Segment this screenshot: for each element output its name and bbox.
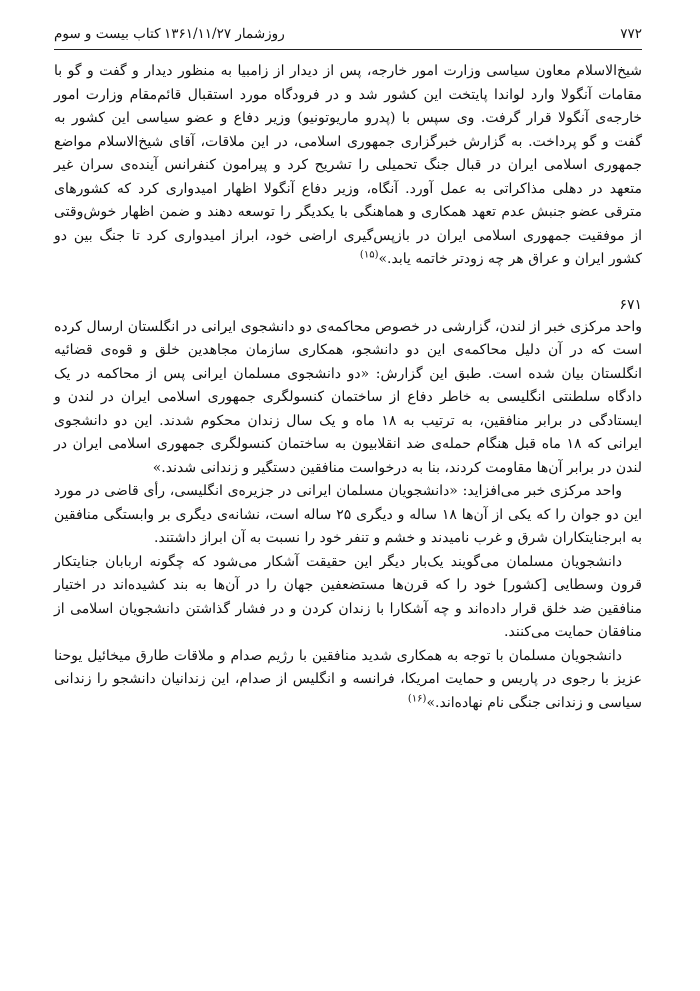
paragraph-top-1 xyxy=(54,60,642,272)
date-line: روزشمار ۱۳۶۱/۱۱/۲۷ xyxy=(164,26,285,42)
paragraph-text: واحد مرکزی خبر از لندن، گزارشی در خصوص محاکمه‌ی دو دانشجوی ایرانی در انگلستان ارسال کرده است که در آن دلیل محاکمه‌ی این دو دانشجو، همکاری سازمان مجاهدین خلق و قوه‌ی قضائیه انگلستان بیان شده است. طبق این گزارش: «دو دانشجوی مسلمان ایرانی پس از محاکمه در یک دادگاه سلطنتی انگلیسی به خاطر دفاع از ساختمان کنسولگری جمهوری اسلامی ایران در لندن و ایستادگی در برابر منافقین، به ترتیب به ۱۸ ماه و یک سال زندان محکوم شدند. این دو دانشجوی ایرانی که ۱۸ ماه قبل هنگام حمله‌ی ضد انقلابیون به ساختمان کنسولگری جمهوری اسلامی ایران در لندن در برابر آن‌ها مقاومت کردند، بنا به درخواست منافقین دستگیر و زندانی شدند.» xyxy=(54,318,642,476)
paragraph-2 xyxy=(54,480,642,551)
footnote-marker: (۱۵) xyxy=(359,249,379,261)
header-rule xyxy=(54,49,642,50)
running-header xyxy=(54,22,642,46)
paragraph-text: دانشجویان مسلمان می‌گویند یک‌بار دیگر این حقیقت آشکار می‌شود که چگونه اربابان جنایتکار قرون وسطایی [کشور] خود را که قرن‌ها مستضعفین جهان را در آن‌ها به بند کشیده‌اند در اختیار منافقین ضد خلق قرار داده‌اند و چه آشکارا با زندان کردن و در فشار گذاشتن دانشجویان اسلامی از منافقان حمایت می‌کنند. xyxy=(54,553,642,640)
paragraph-4 xyxy=(54,645,642,716)
paragraph-3 xyxy=(54,551,642,645)
paragraph-text: دانشجویان مسلمان با توجه به همکاری شدید منافقین با رژیم صدام و ملاقات طارق میخائیل یوحنا عزیز با رجوی در پاریس و حمایت امریکا، فرانسه و انگلیس از صدام، این زندانیان دانشجو را زندانی سیاسی و زندانی جنگی نام نهاده‌اند.» xyxy=(54,647,642,711)
book-title: کتاب بیست و سوم xyxy=(54,26,161,42)
paragraph-1 xyxy=(54,316,642,481)
section-spacer xyxy=(54,272,642,294)
paragraph-text: شیخ‌الاسلام معاون سیاسی وزارت امور خارجه، پس از دیدار از زامبیا به منظور دیدار و گفت و گو با مقامات آنگولا وارد لواندا پایتخت این کشور شد و در فرودگاه مورد استقبال قائم‌مقام وزارت امور خارجه‌ی آنگولا قرار گرفت. وی سپس با (پدرو ماریوتونیو) وزیر دفاع و عضو سیاسی این کشور به گفت و گو پرداخت. به گزارش خبرگزاری جمهوری اسلامی، در این ملاقات، آقای شیخ‌الاسلام مواضع جمهوری اسلامی ایران در قبال جنگ تحمیلی را تشریح کرد و پیرامون کنفرانس آینده‌ی سران غیر متعهد در دهلی مذاکراتی به عمل آورد. آنگاه، وزیر دفاع آنگولا اظهار امیدواری کرد که کشورهای مترقی عضو جنبش عدم تعهد همکاری و هماهنگی با یکدیگر را توسعه دهند و ضمن اظهار خوش‌وقتی از موفقیت جمهوری اسلامی ایران در بازپس‌گیری اراضی خود، ابراز امیدواری کرد تا جنگ بین دو کشور ایران و عراق هر چه زودتر خاتمه یابد.» xyxy=(54,63,643,267)
paragraph-text: واحد مرکزی خبر می‌افزاید: «دانشجویان مسلمان ایرانی در جزیره‌ی انگلیسی، رأی قاضی در مورد این دو جوان را که یکی از آن‌ها ۱۸ ساله و دیگری ۲۵ ساله است، نشانه‌ی دیگری بر وابستگی منافقین به ابرجنایتکاران شرق و غرب نامیدند و خشم و تنفر خود را نسبت به آن ابراز داشتند. xyxy=(54,483,643,546)
footnote-marker: (۱۶) xyxy=(407,692,427,704)
entry-number: ۶۷۱ xyxy=(619,296,642,313)
page-number: ۷۷۲ xyxy=(620,26,642,42)
